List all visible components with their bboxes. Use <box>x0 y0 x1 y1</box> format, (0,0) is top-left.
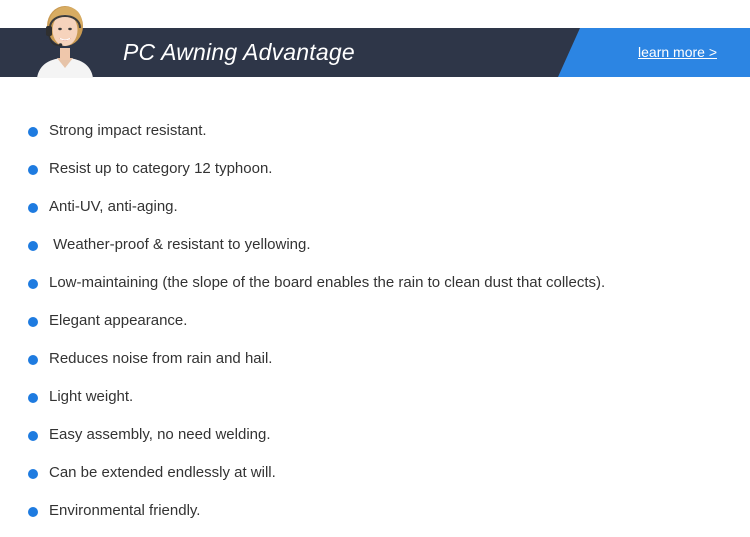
bullet-icon <box>28 241 38 251</box>
list-item <box>0 340 750 378</box>
list-item <box>0 492 750 530</box>
feature-text: Reduces noise from rain and hail. <box>49 350 273 367</box>
list-item <box>0 416 750 454</box>
feature-text: Elegant appearance. <box>49 312 188 329</box>
bullet-icon <box>28 165 38 175</box>
list-item <box>0 378 750 416</box>
header-banner <box>0 28 750 77</box>
feature-text: Anti-UV, anti-aging. <box>49 198 178 215</box>
feature-text: Easy assembly, no need welding. <box>49 426 271 443</box>
learn-more-link[interactable]: learn more > <box>638 44 717 60</box>
list-item <box>0 150 750 188</box>
bullet-icon <box>28 355 38 365</box>
support-agent-icon <box>33 2 97 78</box>
list-item <box>0 226 750 264</box>
feature-text: Weather-proof & resistant to yellowing. <box>49 236 311 253</box>
bullet-icon <box>28 203 38 213</box>
bullet-icon <box>28 279 38 289</box>
feature-text: Can be extended endlessly at will. <box>49 464 276 481</box>
feature-text: Environmental friendly. <box>49 502 201 519</box>
feature-text: Light weight. <box>49 388 134 405</box>
feature-list <box>0 112 750 530</box>
bullet-icon <box>28 127 38 137</box>
list-item <box>0 454 750 492</box>
list-item <box>0 188 750 226</box>
list-item <box>0 302 750 340</box>
list-item <box>0 112 750 150</box>
feature-text: Resist up to category 12 typhoon. <box>49 160 273 177</box>
list-item <box>0 264 750 302</box>
bullet-icon <box>28 431 38 441</box>
feature-text: Low-maintaining (the slope of the board enables the rain to clean dust that collects). <box>49 274 606 291</box>
feature-text: Strong impact resistant. <box>49 122 207 139</box>
bullet-icon <box>28 469 38 479</box>
bullet-icon <box>28 507 38 517</box>
bullet-icon <box>28 393 38 403</box>
bullet-icon <box>28 317 38 327</box>
banner-title: PC Awning Advantage <box>123 39 355 65</box>
